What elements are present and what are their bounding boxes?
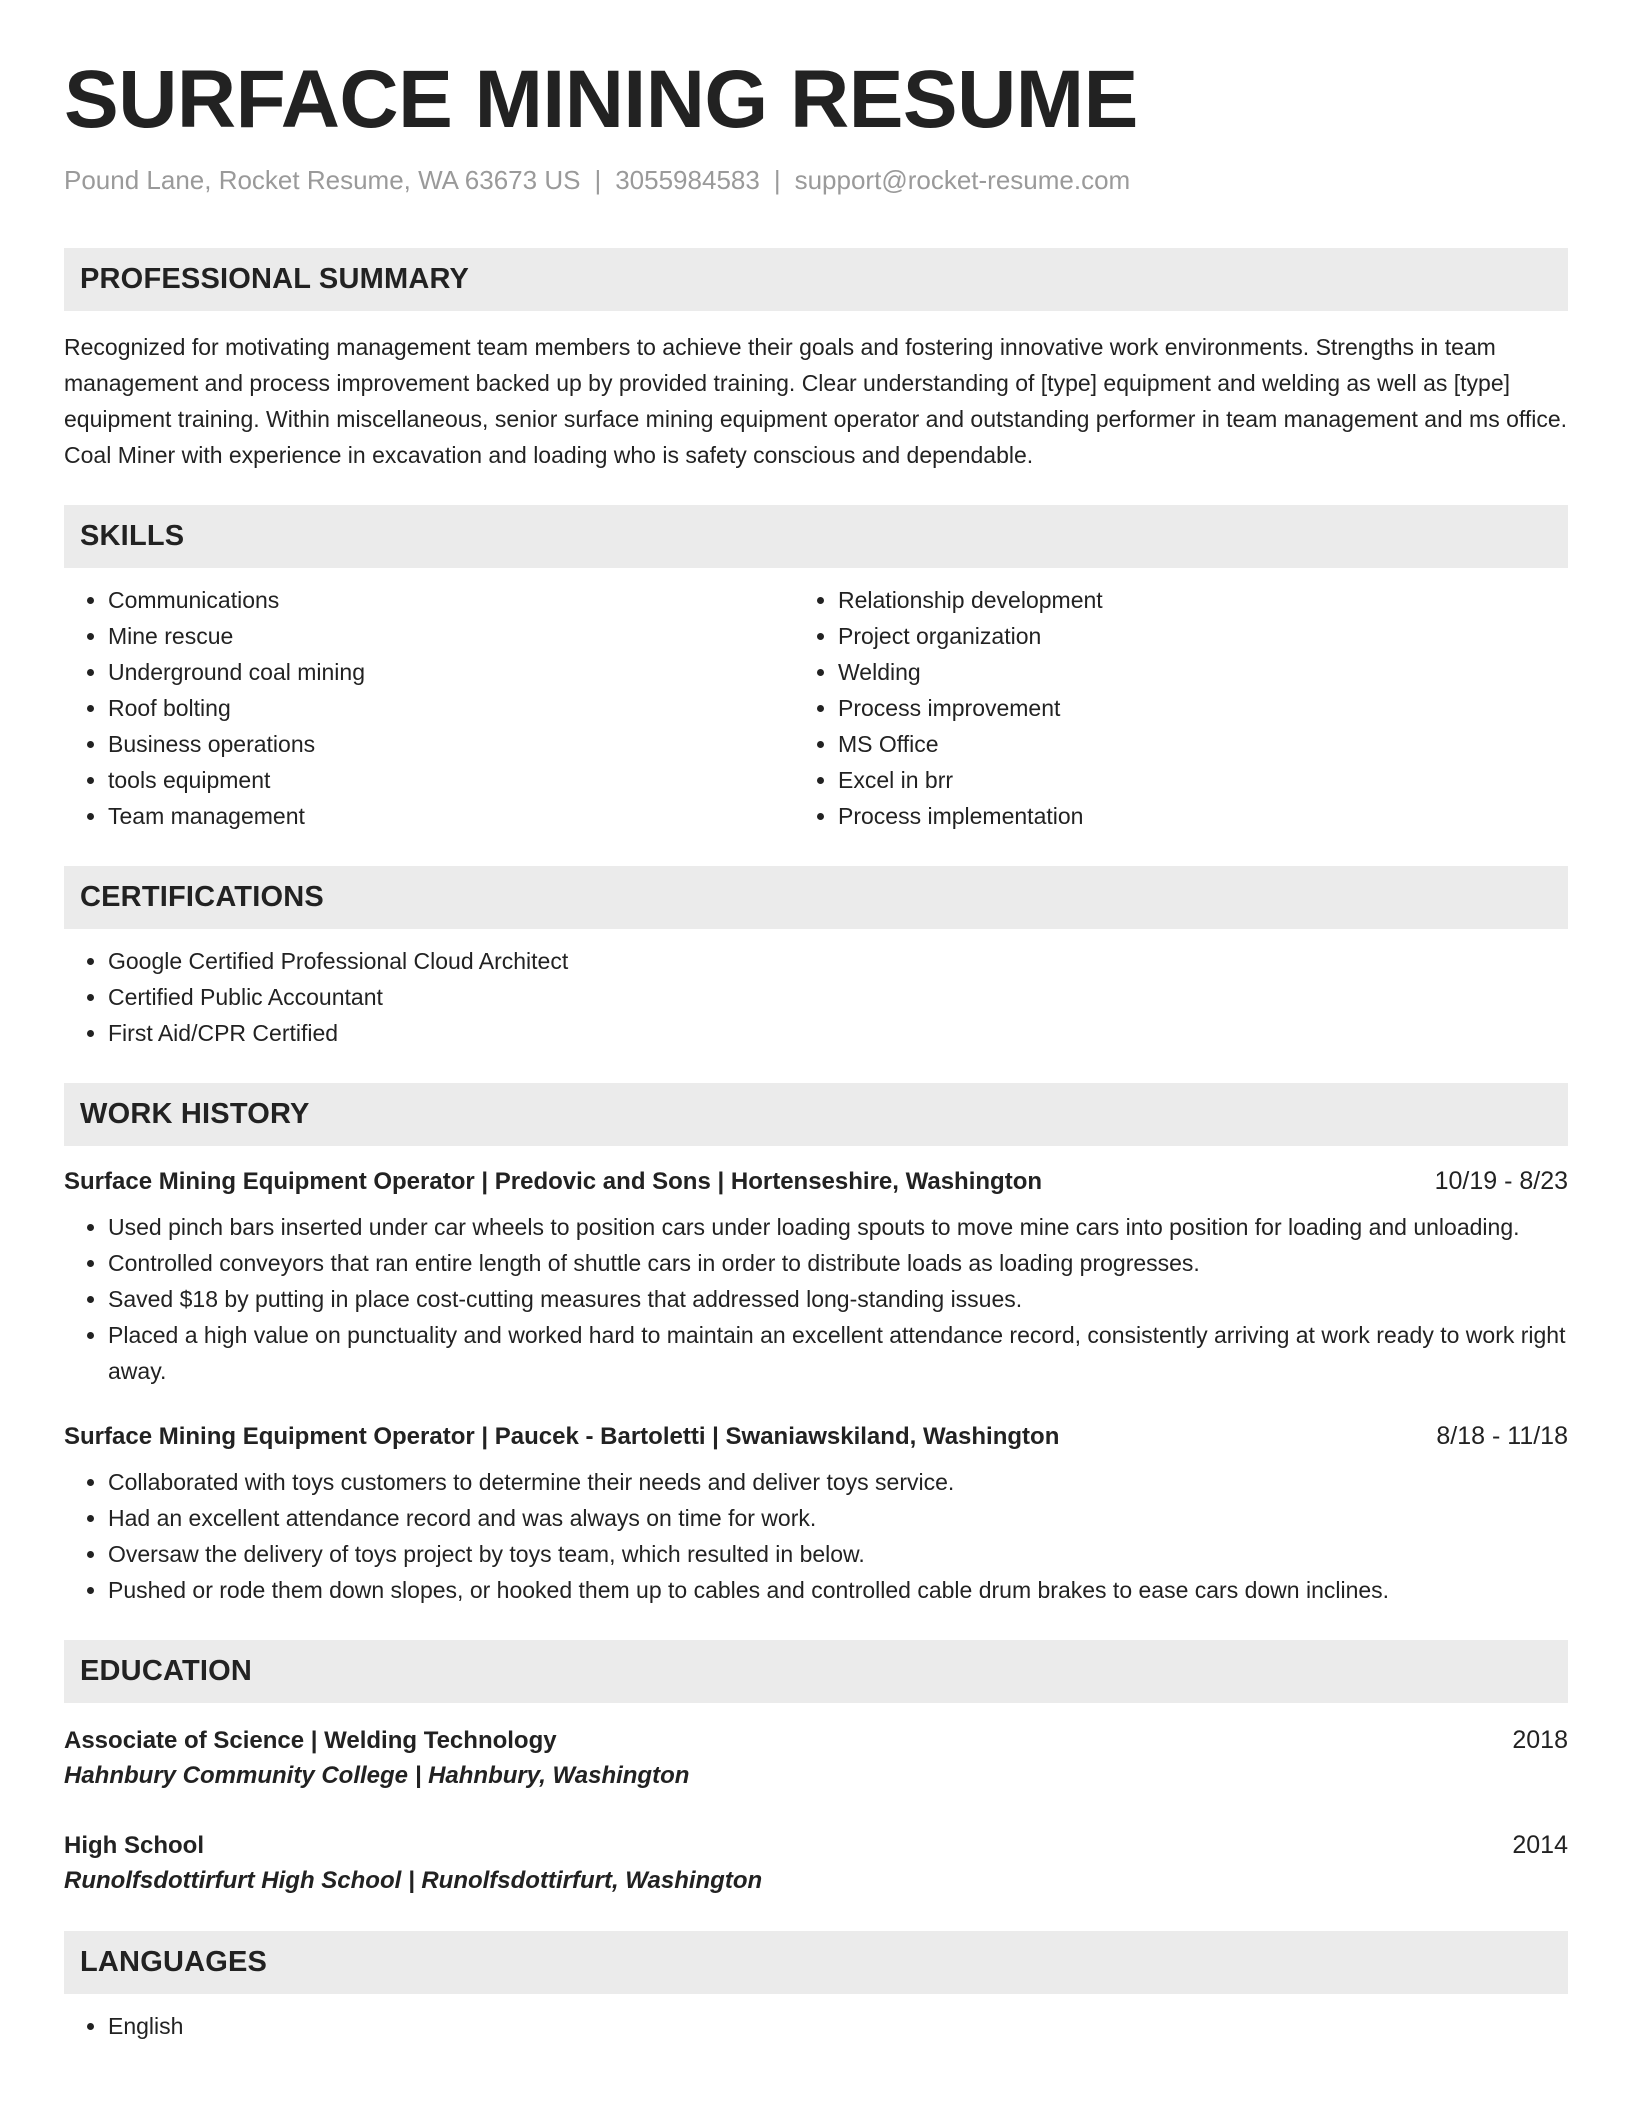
job-title: Surface Mining Equipment Operator | Predovic and Sons | Hortenseshire, Washington (64, 1168, 1043, 1195)
certification-item: • Google Certified Professional Cloud Architect (108, 943, 1568, 979)
skill-item: • MS Office (838, 726, 1568, 762)
job-bullet: • Pushed or rode them down slopes, or hooked them up to cables and controlled cable drum brakes to ease cars down inclines. (108, 1572, 1568, 1608)
contact-line (64, 164, 1568, 196)
section-heading-skills: SKILLS (64, 505, 1568, 568)
education-year: 2014 (1512, 1831, 1568, 1859)
education-degree: Associate of Science | Welding Technology (64, 1727, 557, 1754)
job-bullet: • Collaborated with toys customers to determine their needs and deliver toys service. (108, 1464, 1568, 1500)
education-school: Runolfsdottirfurt High School | Runolfsdottirfurt, Washington (64, 1867, 763, 1894)
job-dates: 8/18 - 11/18 (1436, 1422, 1568, 1450)
job-dates: 10/19 - 8/23 (1434, 1167, 1568, 1195)
resume-title: SURFACE MINING RESUME (64, 54, 1138, 145)
certification-item: • Certified Public Accountant (108, 979, 1568, 1015)
skill-item: • Underground coal mining (108, 654, 838, 690)
job-bullet: • Had an excellent attendance record and was always on time for work. (108, 1500, 1568, 1536)
skills-grid (64, 568, 1568, 834)
skill-item: • Communications (108, 582, 838, 618)
job-header (64, 1164, 1568, 1199)
skill-item: • Mine rescue (108, 618, 838, 654)
contact-address: Pound Lane, Rocket Resume, WA 63673 US (64, 165, 581, 195)
section-heading-education: EDUCATION (64, 1640, 1568, 1703)
skill-item: • Process implementation (838, 798, 1568, 834)
job-bullet: • Oversaw the delivery of toys project by toys team, which resulted in below. (108, 1536, 1568, 1572)
section-heading-certifications: CERTIFICATIONS (64, 866, 1568, 929)
skill-item: • Project organization (838, 618, 1568, 654)
skill-item: • Welding (838, 654, 1568, 690)
skill-item: • Excel in brr (838, 762, 1568, 798)
education-entry (64, 1828, 1568, 1899)
contact-phone: 3055984583 (615, 165, 760, 195)
skill-item: • Relationship development (838, 582, 1568, 618)
summary-text: Recognized for motivating management team members to achieve their goals and fostering innovative work environments. Strengths in team management and process improvement backed up by provided training. Clear understanding of [type] equipment and welding as well as [type] equipment training. Within miscellaneous, senior surface mining equipment operator and outstanding performer in team management and ms office. Coal Miner with experience in excavation and loading who is safety conscious and dependable. (64, 334, 1568, 468)
section-heading-summary: PROFESSIONAL SUMMARY (64, 248, 1568, 311)
job-bullet-list (64, 1209, 1568, 1389)
education-year: 2018 (1512, 1726, 1568, 1754)
job-entry (64, 1419, 1568, 1608)
section-heading-work-history: WORK HISTORY (64, 1083, 1568, 1146)
education-header (64, 1723, 1568, 1758)
certification-item: • First Aid/CPR Certified (108, 1015, 1568, 1051)
skill-item: • Business operations (108, 726, 838, 762)
languages-list (64, 2008, 1568, 2044)
skills-list-right (794, 582, 1568, 834)
skills-list-left (64, 582, 838, 834)
contact-email: support@rocket-resume.com (794, 165, 1131, 195)
section-heading-languages: LANGUAGES (64, 1931, 1568, 1994)
education-entry (64, 1723, 1568, 1794)
job-entry (64, 1164, 1568, 1389)
certifications-list (64, 943, 1568, 1051)
job-bullet-list (64, 1464, 1568, 1608)
education-school: Hahnbury Community College | Hahnbury, Washington (64, 1762, 690, 1789)
skill-item: • Roof bolting (108, 690, 838, 726)
skill-item: • tools equipment (108, 762, 838, 798)
language-item: • English (108, 2008, 1568, 2044)
job-bullet: • Saved $18 by putting in place cost-cutting measures that addressed long-standing issues. (108, 1281, 1568, 1317)
job-header (64, 1419, 1568, 1454)
skill-item: • Process improvement (838, 690, 1568, 726)
education-header (64, 1828, 1568, 1863)
job-bullet: • Used pinch bars inserted under car wheels to position cars under loading spouts to move mine cars into position for loading and unloading. (108, 1209, 1568, 1245)
education-degree: High School (64, 1832, 204, 1859)
job-title: Surface Mining Equipment Operator | Paucek - Bartoletti | Swaniawskiland, Washington (64, 1423, 1060, 1450)
skill-item: • Team management (108, 798, 838, 834)
job-bullet: • Placed a high value on punctuality and worked hard to maintain an excellent attendance record, consistently arriving at work ready to work right away. (108, 1317, 1568, 1389)
contact-separator: | (773, 165, 781, 195)
contact-separator: | (594, 165, 602, 195)
job-bullet: • Controlled conveyors that ran entire length of shuttle cars in order to distribute loads as loading progresses. (108, 1245, 1568, 1281)
